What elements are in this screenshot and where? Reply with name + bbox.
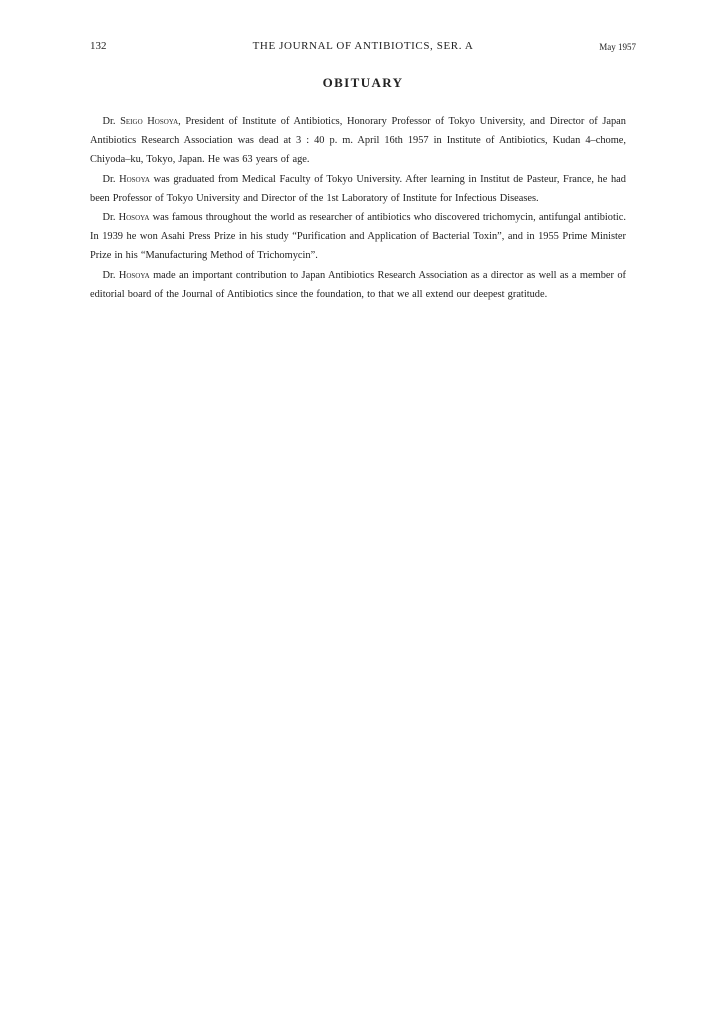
paragraph-prefix: Dr. [102, 269, 119, 281]
paragraph [90, 266, 626, 304]
page-number: 132 [90, 40, 107, 52]
paragraph-text: was graduated from Medical Faculty of Tokyo University. After learning in Institut de Pasteur, France, he had been Professor of Tokyo University and Director of the 1st Laboratory of Institute for Infectious Diseases. [90, 173, 626, 204]
running-header [90, 38, 636, 54]
person-name: Hosoya [119, 173, 150, 185]
issue-date: May 1957 [599, 42, 636, 52]
paragraph-text: made an important contribution to Japan Antibiotics Research Association as a director as well as a member of editorial board of the Journal of Antibiotics since the foundation, to that we all extend our deepest gratitude. [90, 269, 626, 300]
paragraph-prefix: Dr. [102, 116, 121, 127]
person-name: Hosoya [118, 269, 150, 281]
paragraph-prefix: Dr. [102, 212, 119, 224]
paragraph-text: , President of Institute of Antibiotics, Honorary Professor of Tokyo University, and Director of Japan Antibiotics Research Association was dead at 3 : 40 p. m. April 16th 1957 in Institute of Antibiotics, Kudan 4–chome, Chiyoda–ku, Tokyo, Japan. He was 63 years of age. [90, 116, 626, 166]
paragraph-text: was famous throughout the world as researcher of antibiotics who discovered trichomycin, antifungal antibiotic. In 1939 he won Asahi Press Prize in his study “Purification and Application of Bacterial Toxin”, and in 1955 Prime Minister Prize in his “Manufacturing Method of Trichomycin”. [90, 212, 626, 262]
paragraph-prefix: Dr. [102, 173, 120, 185]
article-title: OBITUARY [322, 75, 404, 90]
person-name: Hosoya [118, 212, 150, 224]
paragraph [90, 112, 626, 170]
paragraph [90, 170, 626, 208]
article-body [90, 112, 626, 304]
journal-title: THE JOURNAL OF ANTIBIOTICS, SER. A [252, 40, 474, 52]
paragraph [90, 208, 626, 266]
person-name: Seigo Hosoya [120, 116, 179, 127]
